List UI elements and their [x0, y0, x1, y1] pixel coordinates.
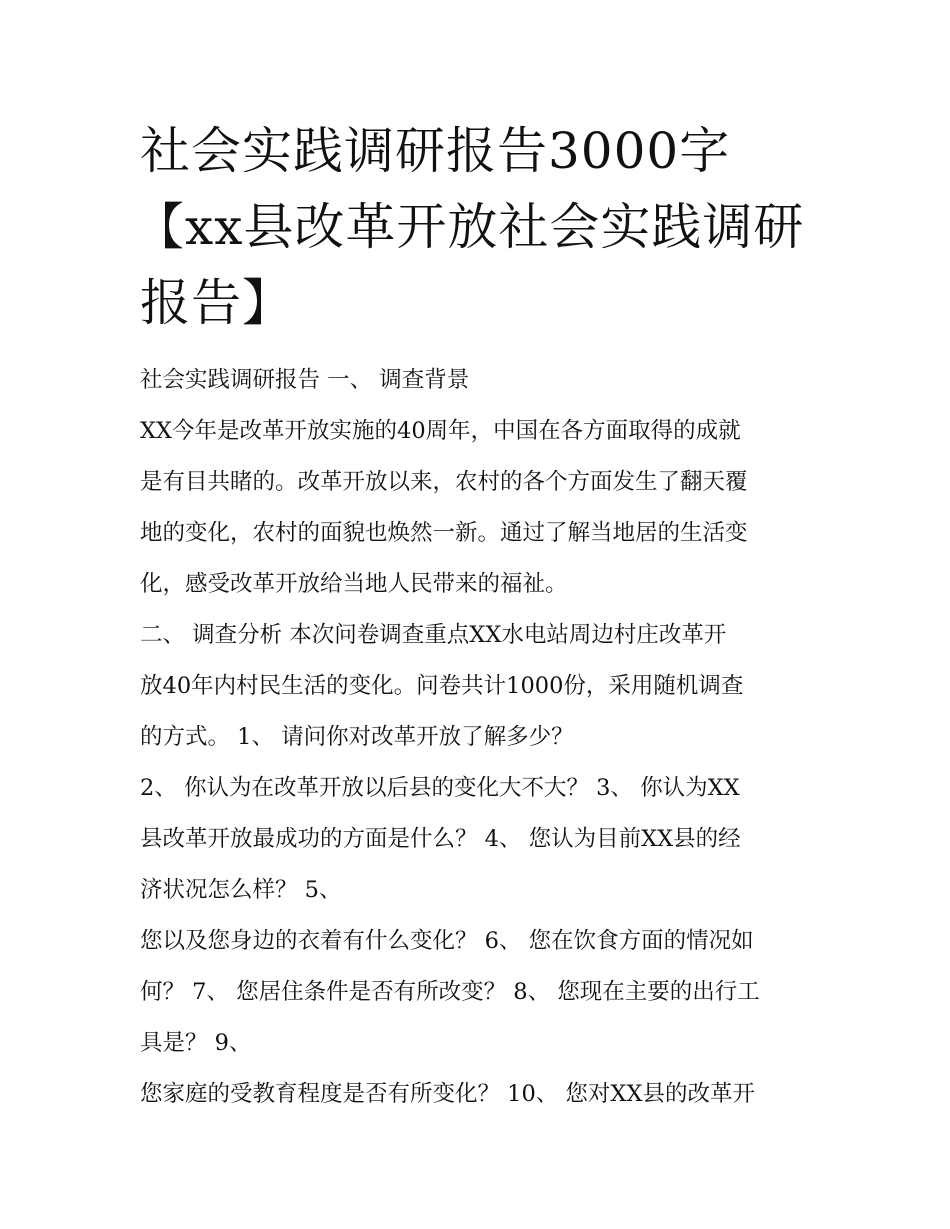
body-line: 县改革开放最成功的方面是什么？ 4、 您认为目前XX县的经 [140, 826, 741, 852]
document-body [140, 355, 830, 1120]
document-title [134, 113, 840, 341]
body-line: 您以及您身边的衣着有什么变化？ 6、 您在饮食方面的情况如 [140, 928, 754, 954]
body-line: 具是？ 9、 [140, 1030, 252, 1056]
body-line: 是有目共睹的。改革开放以来，农村的各个方面发生了翻天覆 [140, 469, 748, 495]
body-line: XX今年是改革开放实施的40周年，中国在各方面取得的成就 [140, 418, 741, 444]
body-line: 2、 你认为在改革开放以后县的变化大不大？ 3、 你认为XX [140, 775, 740, 801]
body-line: 化，感受改革开放给当地人民带来的福祉。 [140, 571, 568, 597]
body-line: 何？ 7、 您居住条件是否有所改变？ 8、 您现在主要的出行工 [140, 979, 760, 1005]
title-line-3: 报告】 [140, 274, 293, 332]
body-line: 济状况怎么样？ 5、 [140, 877, 342, 903]
body-line: 您家庭的受教育程度是否有所变化？ 10、 您对XX县的改革开 [140, 1081, 755, 1107]
body-line: 的方式。 1、 请问你对改革开放了解多少？ [140, 724, 574, 750]
title-line-2: 【xx县改革开放社会实践调研 [134, 198, 805, 256]
body-line: 放40年内村民生活的变化。问卷共计1000份，采用随机调查 [140, 673, 744, 699]
body-line: 地的变化，农村的面貌也焕然一新。通过了解当地居的生活变 [140, 520, 748, 546]
body-line: 社会实践调研报告 一、 调查背景 [140, 367, 470, 393]
title-line-1: 社会实践调研报告3000字 [140, 122, 731, 180]
body-line: 二、 调查分析 本次问卷调查重点XX水电站周边村庄改革开 [140, 622, 727, 648]
